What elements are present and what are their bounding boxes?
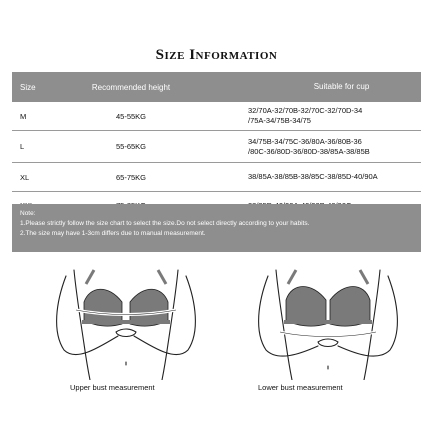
cup-line: /75A-34/75B-34/75 (248, 116, 311, 125)
note-line-2: 2.The size may have 1-3cm differs due to manual measurement. (20, 230, 206, 237)
cell-cup (202, 106, 421, 126)
cell-cup (202, 172, 421, 182)
lower-bust-caption: Lower bust measurement (258, 383, 343, 392)
note-box (12, 204, 421, 252)
cell-size: L (20, 142, 25, 151)
table-row (12, 163, 421, 192)
torso-left-line (276, 270, 292, 380)
bra-shape (284, 270, 372, 326)
table-row (12, 131, 421, 163)
note-heading: Note: (20, 210, 36, 217)
cup-line: 38/85A-38/85B-38/85C-38/85D-40/90A (248, 172, 378, 181)
lower-bust-illustration (248, 262, 408, 380)
page-title: Size Information (155, 47, 278, 63)
cell-cup (202, 137, 421, 157)
cup-line: 34/75B-34/75C-36/80A-36/80B-36 (248, 136, 362, 146)
upper-bust-illustration (46, 262, 206, 380)
header-cup: Suitable for cup (313, 82, 370, 91)
hands (116, 329, 136, 337)
note-line-1: 1.Please strictly follow the size chart to select the size.Do not select directly according to your habits. (20, 220, 310, 227)
cell-height: 55-65KG (115, 142, 147, 151)
cup-line: 32/70A-32/70B-32/70C-32/70D-34 (248, 106, 363, 115)
table-header (12, 72, 421, 102)
upper-bust-caption: Upper bust measurement (70, 383, 155, 392)
cell-height: 45-55KG (115, 111, 147, 121)
cell-size: M (20, 111, 27, 121)
hands (318, 339, 338, 347)
table-row (12, 102, 421, 131)
torso-left-line (74, 270, 90, 380)
bra-shape (82, 270, 170, 326)
cell-size: XL (20, 172, 30, 182)
cup-line: /80C-36/80D-36/80D-38/85A-38/85B (248, 146, 370, 156)
torso-right-line (162, 270, 178, 380)
header-height: Recommended height (91, 82, 171, 92)
torso-right-line (364, 270, 380, 380)
header-size: Size (20, 82, 36, 92)
size-table (12, 72, 421, 219)
cell-height: 65-75KG (115, 172, 147, 182)
